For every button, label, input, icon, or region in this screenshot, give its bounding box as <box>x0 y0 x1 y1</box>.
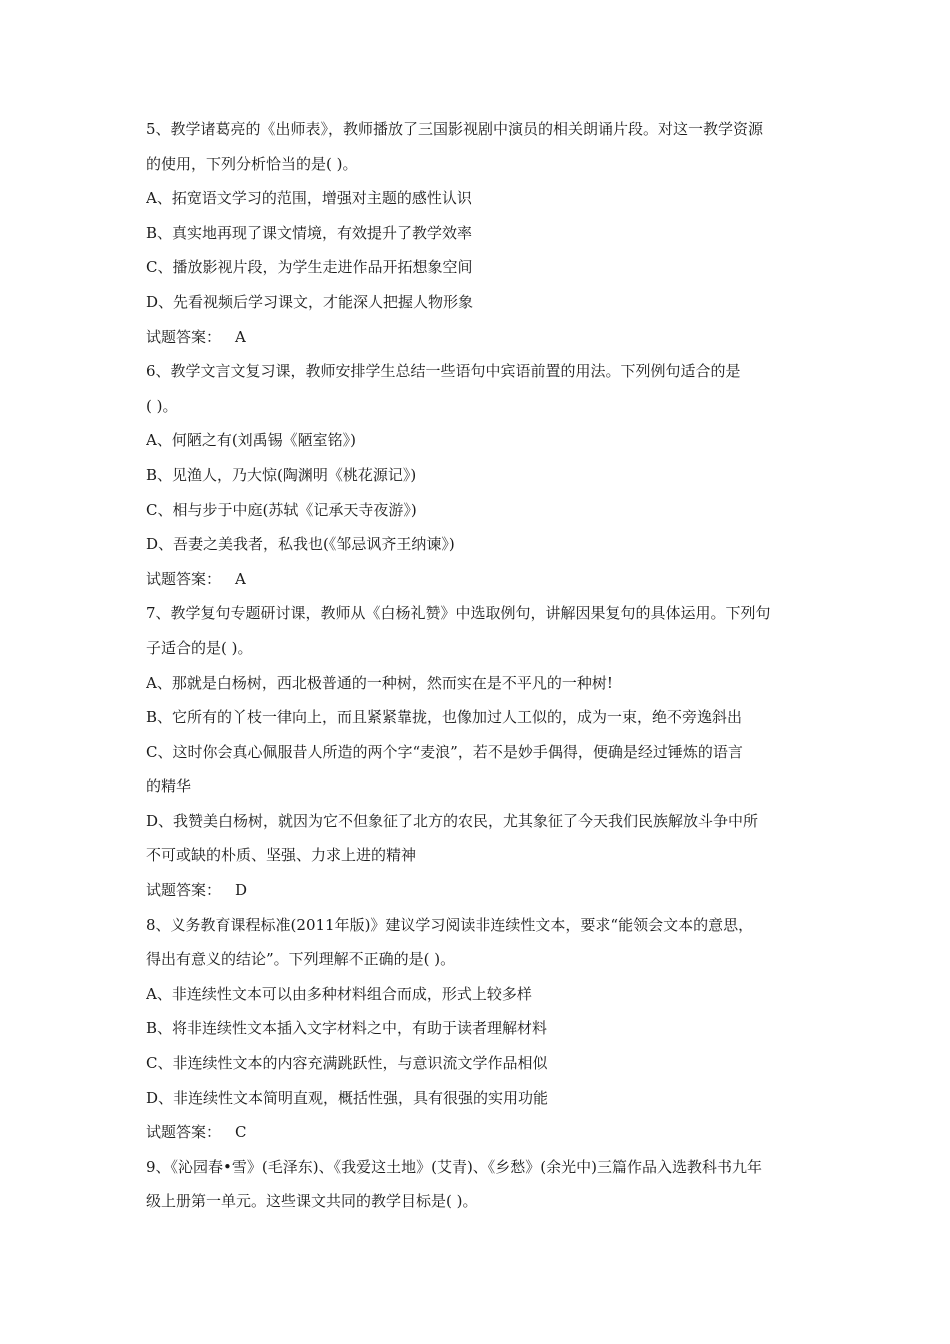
option-line: A、何陋之有(刘禹锡《陋室铭》) <box>146 431 357 450</box>
answer-line <box>146 562 816 597</box>
answer-option <box>146 423 816 458</box>
stem-line: 的使用，下列分析恰当的是( )。 <box>146 154 358 173</box>
answer-option <box>146 250 816 285</box>
option-line: 不可或缺的朴质、坚强、力求上进的精神 <box>146 846 417 865</box>
answer-option <box>146 1011 816 1046</box>
answer-option <box>146 804 816 873</box>
answer-label: 试题答案： <box>146 881 222 900</box>
option-line: B、它所有的丫枝一律向上，而且紧紧靠拢，也像加过人工似的，成为一束，绝不旁逸斜出 <box>146 708 743 727</box>
option-line: C、相与步于中庭(苏轼《记承天寺夜游》) <box>146 500 417 519</box>
answer-option <box>146 700 816 735</box>
answer-option <box>146 666 816 701</box>
stem-line: 级上册第一单元。这些课文共同的教学目标是( )。 <box>146 1192 478 1211</box>
option-line: D、非连续性文本简明直观，概括性强，具有很强的实用功能 <box>146 1088 549 1107</box>
answer-value: D <box>235 881 248 900</box>
option-line: A、那就是白杨树，西北极普通的一种树，然而实在是不平凡的一种树! <box>146 673 613 692</box>
answer-option <box>146 285 816 320</box>
answer-label: 试题答案： <box>146 327 222 346</box>
question-stem <box>146 354 816 423</box>
question-5 <box>146 112 816 354</box>
answer-label: 试题答案： <box>146 1123 222 1142</box>
stem-line: 子适合的是( )。 <box>146 638 253 657</box>
option-line: D、我赞美白杨树，就因为它不但象征了北方的农民，尤其象征了今天我们民族解放斗争中所 <box>146 811 759 830</box>
option-line: C、播放影视片段，为学生走进作品开拓想象空间 <box>146 258 473 277</box>
question-stem <box>146 908 816 977</box>
question-list <box>146 112 816 1219</box>
answer-option <box>146 977 816 1012</box>
answer-label: 试题答案： <box>146 569 222 588</box>
option-line: B、真实地再现了课文情境，有效提升了教学效率 <box>146 223 473 242</box>
answer-line <box>146 873 816 908</box>
option-line: D、吾妻之美我者，私我也(《邹忌讽齐王纳谏》) <box>146 535 455 554</box>
answer-option <box>146 1081 816 1116</box>
question-stem <box>146 1150 816 1219</box>
stem-line: 7、教学复句专题研讨课，教师从《白杨礼赞》中选取例句，讲解因果复句的具体运用。下列句 <box>146 604 771 623</box>
question-6 <box>146 354 816 596</box>
option-line: B、将非连续性文本插入文字材料之中，有助于读者理解材料 <box>146 1019 548 1038</box>
option-line: A、非连续性文本可以由多种材料组合而成，形式上较多样 <box>146 984 532 1003</box>
answer-option <box>146 493 816 528</box>
answer-option <box>146 458 816 493</box>
stem-line: 9、《沁园春•雪》(毛泽东)、《我爱这土地》(艾青)、《乡愁》(余光中)三篇作品入选教科书九年 <box>146 1157 763 1176</box>
answer-option <box>146 527 816 562</box>
answer-option <box>146 216 816 251</box>
answer-line <box>146 320 816 355</box>
stem-line: 6、教学文言文复习课，教师安排学生总结一些语句中宾语前置的用法。下列例句适合的是 <box>146 362 741 381</box>
question-8 <box>146 908 816 1150</box>
answer-line <box>146 1115 816 1150</box>
answer-value: A <box>235 327 246 346</box>
question-stem <box>146 596 816 665</box>
question-7 <box>146 596 816 907</box>
option-line: A、拓宽语文学习的范围，增强对主题的感性认识 <box>146 189 472 208</box>
answer-value: A <box>235 569 246 588</box>
stem-line: 5、教学诸葛亮的《出师表》，教师播放了三国影视剧中演员的相关朗诵片段。对这一教学资源 <box>146 120 764 138</box>
answer-value: C <box>235 1123 247 1142</box>
question-9 <box>146 1150 816 1219</box>
question-stem <box>146 112 816 181</box>
option-line: C、非连续性文本的内容充满跳跃性，与意识流文学作品相似 <box>146 1054 548 1073</box>
stem-line: ( )。 <box>146 396 178 415</box>
option-line: D、先看视频后学习课文，才能深人把握人物形象 <box>146 292 474 311</box>
answer-option <box>146 735 816 804</box>
answer-option <box>146 181 816 216</box>
stem-line: 得出有意义的结论”。下列理解不正确的是( )。 <box>146 950 456 969</box>
option-line: 的精华 <box>146 777 192 796</box>
stem-line: 8、义务教育课程标准(2011年版)》建议学习阅读非连续性文本，要求“能领会文本的意思， <box>146 915 754 934</box>
answer-option <box>146 1046 816 1081</box>
option-line: B、见渔人，乃大惊(陶渊明《桃花源记》) <box>146 465 417 484</box>
option-line: C、这时你会真心佩服昔人所造的两个字“麦浪”，若不是妙手偶得，便确是经过锤炼的语言 <box>146 742 743 761</box>
